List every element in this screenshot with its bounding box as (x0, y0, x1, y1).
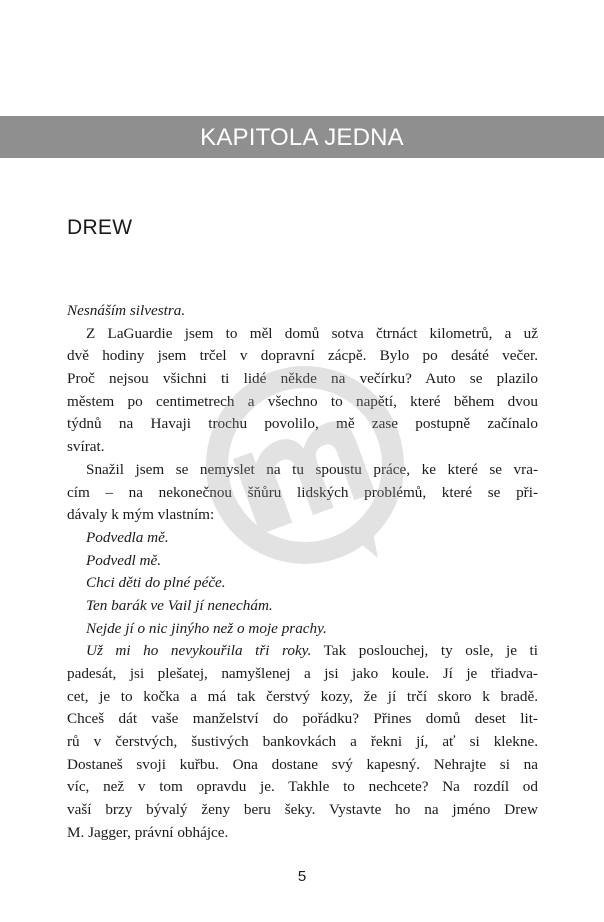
text-line: vaší brzy bývalý ženy beru šeky. Vystavte ho na jméno Drew (67, 801, 538, 819)
italic-phrase: Už mi ho nevykouřila tři roky. (86, 642, 312, 660)
text-line: Z LaGuardie jsem to měl domů sotva čtrnáct kilometrů, a už (86, 324, 538, 342)
text-line: padesát, jsi plešatej, namyšlenej a jsi jako koule. Jí je třiadva- (67, 665, 538, 682)
text-line: Podvedla mě. (86, 528, 169, 546)
text-line: rů v čerstvých, šustivých bankovkách a řekni jí, ať si klekne. (67, 733, 538, 751)
text-line: svírat. (67, 438, 105, 456)
text-line: Chci děti do plné péče. (86, 574, 226, 592)
text-line: víc, než v tom opravdu je. Takhle to nechcete? Na rozdíl od (67, 778, 538, 796)
text-line: cím – na nekonečnou šňůru lidských problémů, které se při- (67, 483, 538, 501)
text-line: Ten barák ve Vail jí nenechám. (86, 596, 273, 614)
text-line: Podvedl mě. (86, 551, 162, 569)
body-text (67, 300, 538, 845)
text-line: Chceš dát vaše manželství do pořádku? Přines domů deset lit- (67, 710, 538, 728)
chapter-title: KAPITOLA JEDNA (200, 124, 404, 151)
text-line: M. Jagger, právní obhájce. (67, 823, 229, 841)
line-rest: Tak poslouchej, ty osle, je ti (311, 642, 538, 660)
section-title: DREW (67, 216, 133, 239)
text-line: městem po centimetrech a všechno to napětí, které během dvou (67, 392, 538, 410)
page-number: 5 (297, 868, 307, 885)
text-line: dávaly k mým vlastním: (67, 506, 215, 524)
text-line: Nejde jí o nic jinýho než o moje prachy. (86, 619, 327, 637)
text-line: cet, je to kočka a má tak čerstvý kozy, že jí trčí skoro k bradě. (67, 687, 538, 705)
text-line: Dostaneš svoji kuřbu. Ona dostane svý kapesný. Nehrajte si na (67, 755, 538, 773)
text-line: Snažil jsem se nemyslet na tu spoustu práce, ke které se vra- (86, 460, 538, 478)
text-line: Proč nejsou všichni ti lidé někde na večírku? Auto se plazilo (67, 370, 538, 388)
text-line (67, 640, 538, 663)
text-line: týdnů na Havaji trochu povolilo, mě zase postupně začínalo (67, 415, 538, 433)
text-line: dvě hodiny jsem trčel v dopravní zácpě. Bylo po desáté večer. (67, 347, 538, 365)
text-line: Nesnáším silvestra. (67, 302, 186, 319)
